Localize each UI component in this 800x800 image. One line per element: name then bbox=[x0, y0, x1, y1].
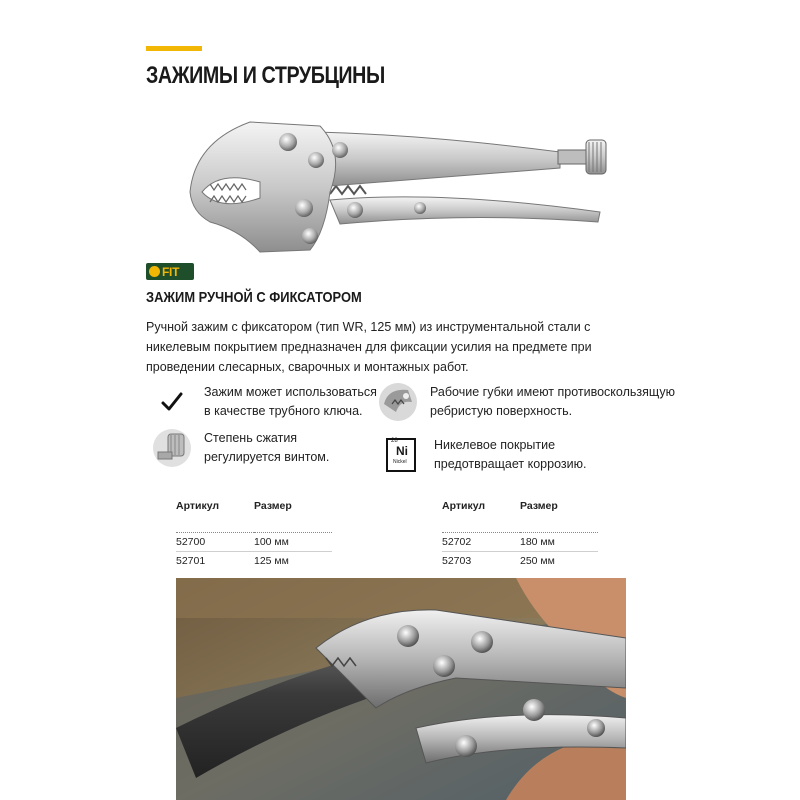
feature-text: Рабочие губки имеют противоскользящую ребристую поверхность. bbox=[430, 385, 675, 418]
accent-bar bbox=[146, 46, 202, 51]
nickel-atomic-number: 28 bbox=[391, 438, 398, 444]
nickel-element-tile bbox=[389, 438, 415, 468]
article-cell: 52703 bbox=[442, 555, 472, 567]
brand-logo-mark bbox=[149, 266, 160, 277]
table-row bbox=[176, 533, 332, 552]
feature-ribbed-jaws bbox=[378, 382, 675, 422]
spec-table-right bbox=[442, 500, 598, 570]
column-header-size: Размер bbox=[254, 500, 292, 512]
checkmark-icon bbox=[152, 382, 192, 422]
column-header-article: Артикул bbox=[176, 500, 220, 512]
product-description: Ручной зажим с фиксатором (тип WR, 125 мм) из инструментальной стали с никелевым покрытием предназначен для фиксации усилия на предмете при проведении слесарных, сварочных и монтажных работ. bbox=[146, 320, 592, 374]
brand-logo bbox=[146, 263, 194, 280]
size-cell: 100 мм bbox=[254, 533, 332, 552]
usage-photo bbox=[176, 578, 626, 800]
article-cell: 52700 bbox=[176, 533, 254, 552]
product-title: ЗАЖИМ РУЧНОЙ С ФИКСАТОРОМ bbox=[146, 289, 362, 306]
size-cell: 125 мм bbox=[254, 555, 289, 567]
jaws-icon bbox=[378, 382, 418, 422]
size-cell: 180 мм bbox=[520, 533, 598, 552]
feature-pipe-wrench bbox=[152, 382, 377, 422]
table-row bbox=[442, 533, 598, 552]
nickel-name: Nickel bbox=[393, 459, 407, 465]
feature-nickel-coating bbox=[386, 436, 586, 474]
article-cell: 52701 bbox=[176, 555, 206, 567]
article-cell: 52702 bbox=[442, 533, 520, 552]
adjust-screw-icon bbox=[152, 428, 192, 468]
section-title: ЗАЖИМЫ И СТРУБЦИНЫ bbox=[146, 62, 385, 89]
nickel-symbol: Ni bbox=[396, 444, 408, 458]
column-header-article: Артикул bbox=[442, 500, 486, 512]
spec-table-left bbox=[176, 500, 332, 570]
product-image-locking-pliers bbox=[180, 112, 610, 262]
feature-text: Зажим может использоваться в качестве трубного ключа. bbox=[204, 385, 377, 418]
feature-text: Степень сжатия регулируется винтом. bbox=[204, 431, 330, 464]
column-header-size: Размер bbox=[520, 500, 558, 512]
table-row bbox=[442, 552, 598, 571]
brand-logo-text: FIT bbox=[162, 264, 180, 279]
feature-adjustable-screw bbox=[152, 428, 329, 468]
table-row bbox=[176, 552, 332, 571]
feature-text: Никелевое покрытие предотвращает коррозию. bbox=[434, 438, 587, 471]
size-cell: 250 мм bbox=[520, 555, 555, 567]
